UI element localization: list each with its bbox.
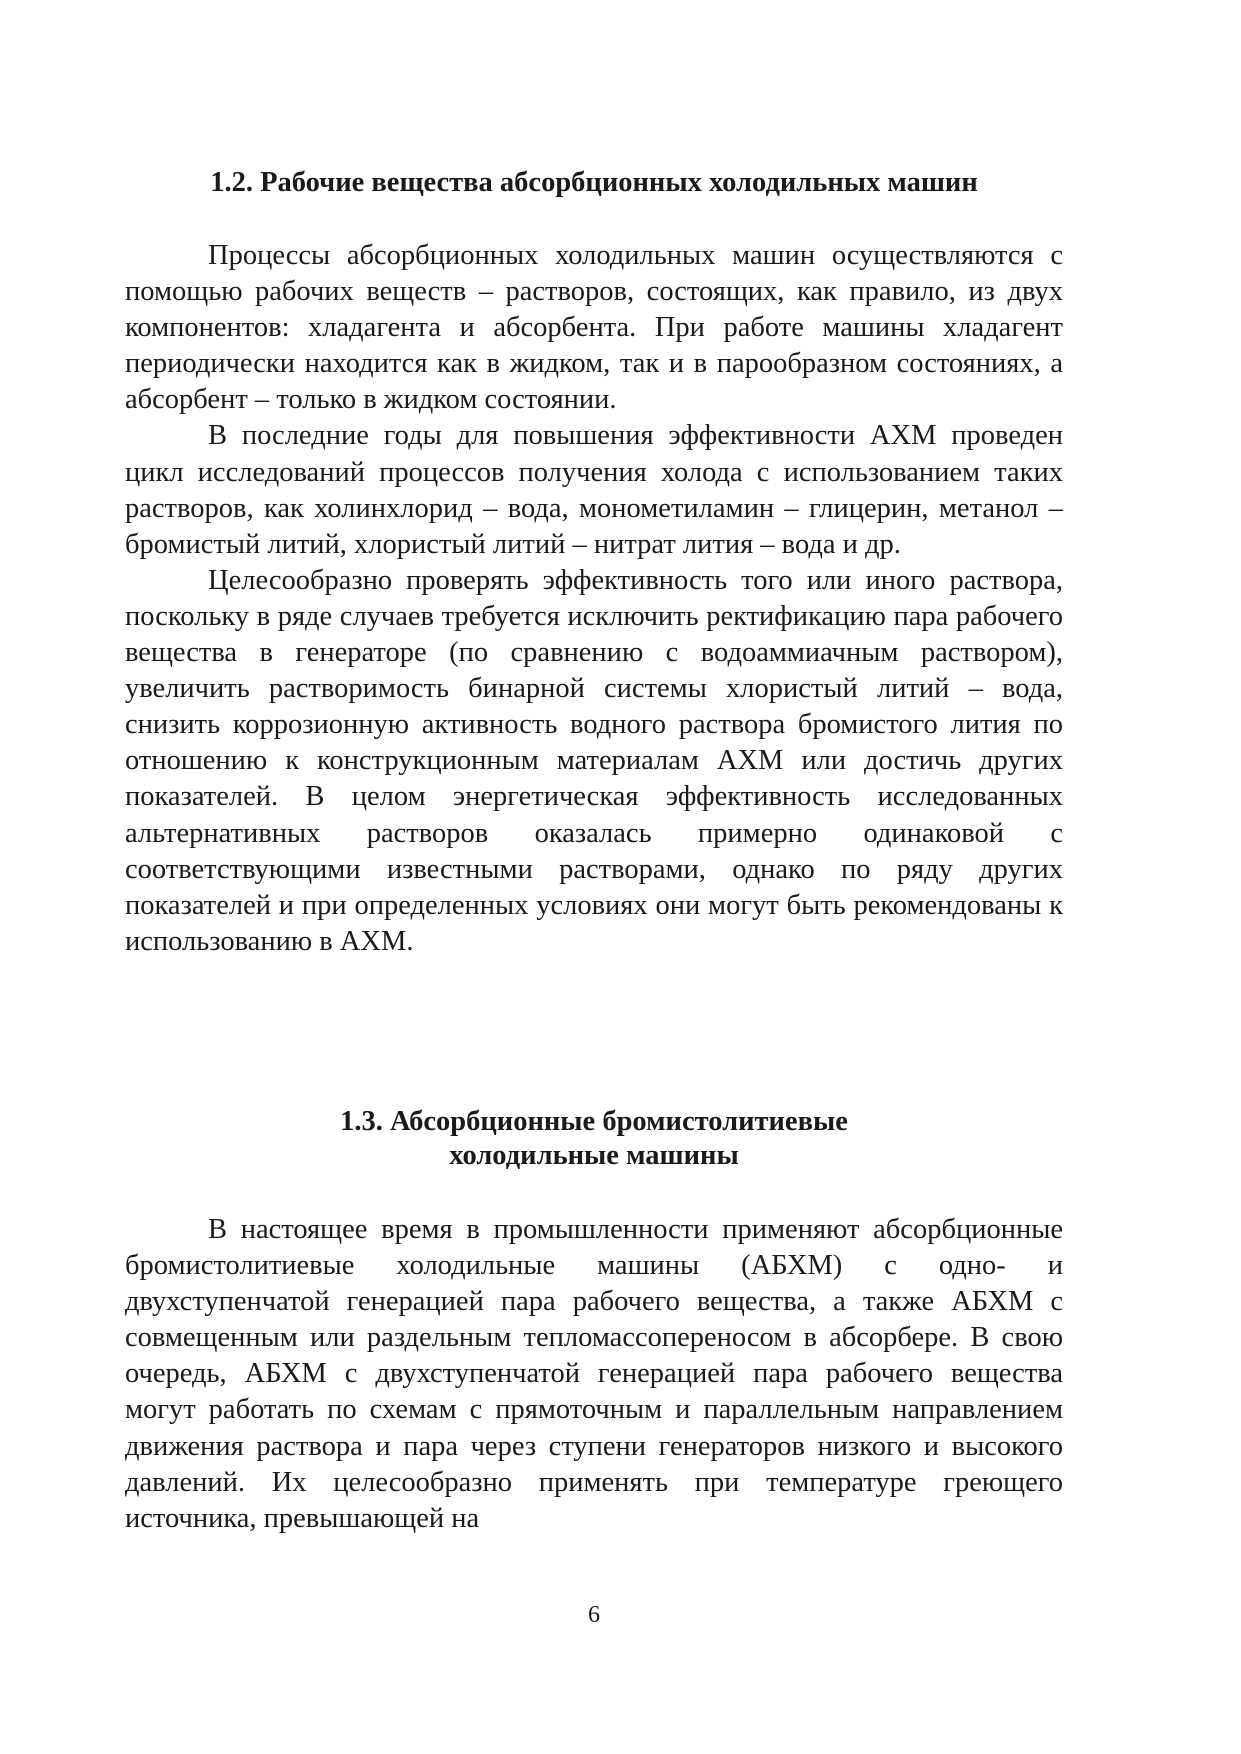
section-1-3-heading [125, 1105, 1063, 1173]
paragraph: В последние годы для повышения эффективности АХМ проведен цикл исследований процессов получения холода с использованием таких растворов, как холинхлорид – вода, монометиламин – глицерин, метанол – бромистый литий, хлористый литий – нитрат лития – вода и др. [125, 420, 1063, 560]
paragraph: Процессы абсорбционных холодильных машин осуществляются с помощью рабочих веществ – растворов, состоящих, как правило, из двух компонентов: хладагента и абсорбента. При работе машины хладагент периодически находится как в жидком, так и в парообразном состояниях, а абсорбент – только в жидком состоянии. [125, 240, 1063, 416]
section-1-3-body [125, 1212, 1063, 1537]
section-1-3-heading-line1: 1.3. Абсорбционные бромистолитиевые [340, 1106, 848, 1137]
section-1-2-heading: 1.2. Рабочие вещества абсорбционных холодильных машин [210, 167, 978, 198]
document-page [125, 0, 1063, 1754]
section-1-3-heading-line2: холодильные машины [449, 1140, 739, 1171]
page-number: 6 [588, 1602, 600, 1628]
paragraph: В настоящее время в промышленности применяют абсорбционные бромистолитиевые холодильные машины (АБХМ) с одно- и двухступенчатой генерацией пара рабочего вещества, а также АБХМ с совмещенным или раздельным тепломассопереносом в абсорбере. В свою очередь, АБХМ с двухступенчатой генерацией пара рабочего вещества могут работать по схемам с прямоточным и параллельным направлением движения раствора и пара через ступени генераторов низкого и высокого давлений. Их целесообразно применять при температуре греющего источника, превышающей на [125, 1214, 1063, 1534]
section-1-2-body [125, 238, 1063, 960]
paragraph: Целесообразно проверять эффективность того или иного раствора, поскольку в ряде случаев требуется исключить ректификацию пара рабочего вещества в генераторе (по сравнению с водоаммиачным раствором), увеличить растворимость бинарной системы хлористый литий – вода, снизить коррозионную активность водного раствора бромистого лития по отношению к конструкционным материалам АХМ или достичь других показателей. В целом энергетическая эффективность исследованных альтернативных растворов оказалась примерно одинаковой с соответствующими известными растворами, однако по ряду других показателей и при определенных условиях они могут быть рекомендованы к использованию в АХМ. [125, 564, 1063, 957]
